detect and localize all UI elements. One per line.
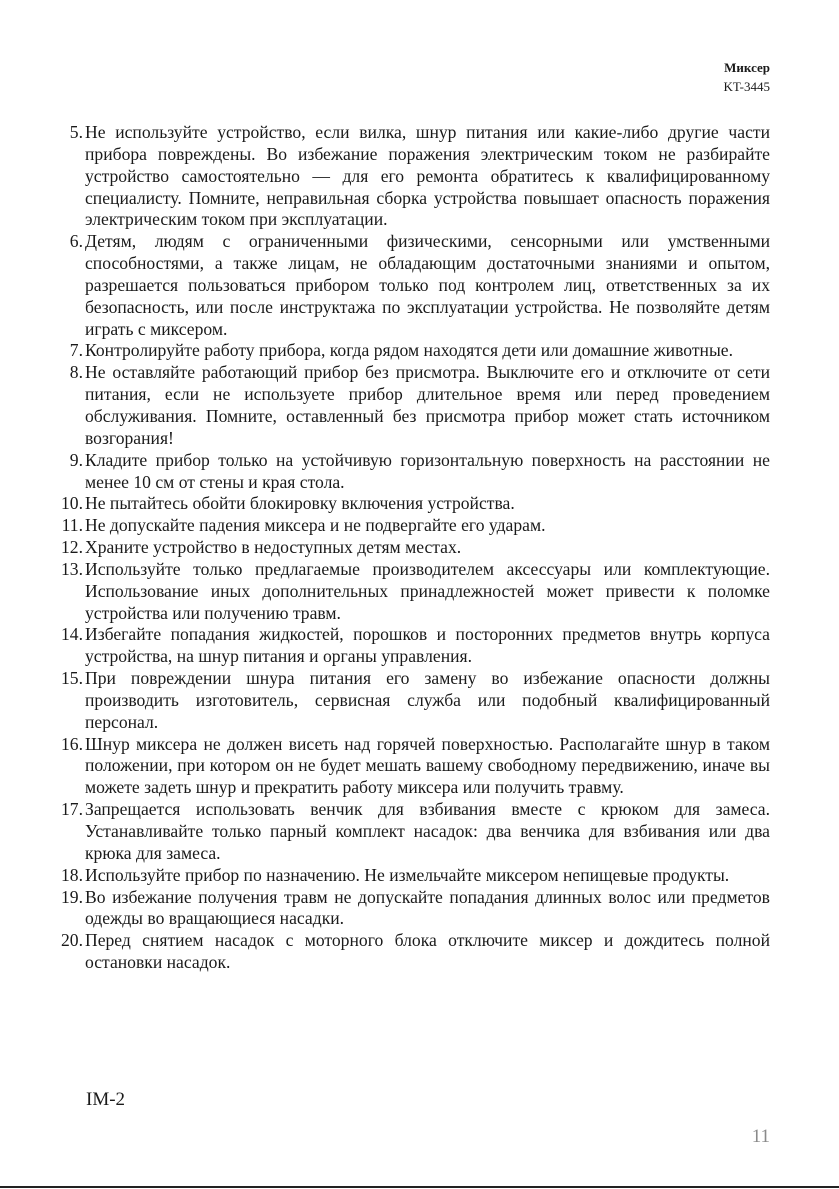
item-number: 8 . bbox=[52, 362, 83, 384]
page-header bbox=[724, 58, 770, 96]
item-text: Не оставляйте работающий прибор без присмотра. Выключите его и отключите от сети питания, если не используете прибор длительное время или перед проведением обслуживания. Помните, оставленный без присмотра прибор может стать источником возгорания! bbox=[85, 362, 770, 448]
list-item bbox=[52, 122, 770, 231]
item-number: 19 . bbox=[52, 887, 83, 909]
item-number: 17 . bbox=[52, 799, 83, 821]
list-item bbox=[52, 930, 770, 974]
item-number: 15 . bbox=[52, 668, 83, 690]
list-item bbox=[52, 450, 770, 494]
item-number: 14 . bbox=[52, 624, 83, 646]
item-number: 20 . bbox=[52, 930, 83, 952]
item-text: Шнур миксера не должен висеть над горячей поверхностью. Располагайте шнур в таком положении, при котором он не будет мешать вашему свободному передвижению, иначе вы можете задеть шнур и прекратить работу миксера или получить травму. bbox=[85, 733, 770, 798]
item-number: 6 . bbox=[52, 231, 83, 253]
item-number: 10 . bbox=[52, 493, 83, 515]
list-item bbox=[52, 493, 770, 515]
item-text: Не пытайтесь обойти блокировку включения устройства. bbox=[85, 493, 515, 514]
item-number: 5 . bbox=[52, 122, 83, 144]
model-number: KT-3445 bbox=[723, 79, 770, 94]
list-item bbox=[52, 865, 770, 887]
item-number: 18 . bbox=[52, 865, 83, 887]
list-item bbox=[52, 624, 770, 668]
item-number: 13 . bbox=[52, 559, 83, 581]
item-text: Контролируйте работу прибора, когда рядом находятся дети или домашние животные. bbox=[85, 340, 733, 361]
list-item bbox=[52, 231, 770, 340]
list-item bbox=[52, 559, 770, 625]
list-item bbox=[52, 362, 770, 449]
item-number: 16 . bbox=[52, 734, 83, 756]
item-text: Не используйте устройство, если вилка, шнур питания или какие-либо другие части прибора повреждены. Во избежание поражения электрическим током не разбирайте устройство самостоятельно — для его ремонта обратитесь к квалифицированному специалисту. Помните, неправильная сборка устройства повышает опасность поражения электрическим током при эксплуатации. bbox=[85, 122, 770, 230]
item-number: 12 . bbox=[52, 537, 83, 559]
item-text: Используйте прибор по назначению. Не измельчайте миксером непищевые продукты. bbox=[85, 864, 730, 885]
item-text: Используйте только предлагаемые производителем аксессуары или комплектующие. Использование иных дополнительных принадлежностей может привести к поломке устройства или получению травм. bbox=[85, 558, 770, 623]
item-text: При повреждении шнура питания его замену во избежание опасности должны производить изготовитель, сервисная служба или подобный квалифицированный персонал. bbox=[85, 668, 770, 732]
item-number: 11 . bbox=[52, 515, 83, 537]
item-text: Не допускайте падения миксера и не подвергайте его ударам. bbox=[85, 515, 546, 536]
list-item bbox=[52, 340, 770, 362]
product-name: Миксер bbox=[724, 60, 770, 75]
item-text: Перед снятием насадок с моторного блока отключите миксер и дождитесь полной остановки насадок. bbox=[85, 930, 770, 973]
instruction-list bbox=[52, 122, 770, 974]
list-item bbox=[52, 734, 770, 800]
list-item bbox=[52, 668, 770, 734]
list-item bbox=[52, 887, 770, 931]
list-item bbox=[52, 515, 770, 537]
list-item bbox=[52, 537, 770, 559]
page-number: 11 bbox=[751, 1126, 770, 1147]
item-text: Запрещается использовать венчик для взбивания вместе с крюком для замеса. Устанавливайте только парный комплект насадок: два венчика для взбивания или два крюка для замеса. bbox=[85, 799, 770, 863]
item-text: Детям, людям с ограниченными физическими, сенсорными или умственными способностями, а также лицам, не обладающим достаточными знаниями и опытом, разрешается пользоваться прибором только под контролем лиц, ответственных за их безопасность, или после инструктажа по эксплуатации устройства. Не позволяйте детям играть с миксером. bbox=[85, 231, 770, 339]
safety-instructions bbox=[52, 122, 770, 974]
item-number: 9 . bbox=[52, 450, 83, 472]
bottom-divider bbox=[0, 1186, 839, 1188]
document-code: IM-2 bbox=[86, 1089, 126, 1110]
item-text: Во избежание получения травм не допускайте попадания длинных волос или предметов одежды во вращающиеся насадки. bbox=[85, 886, 770, 929]
item-text: Избегайте попадания жидкостей, порошков и посторонних предметов внутрь корпуса устройства, на шнур питания и органы управления. bbox=[85, 624, 770, 667]
item-text: Храните устройство в недоступных детям местах. bbox=[85, 537, 462, 558]
item-number: 7 . bbox=[52, 340, 83, 362]
list-item bbox=[52, 799, 770, 865]
item-text: Кладите прибор только на устойчивую горизонтальную поверхность на расстоянии не менее 10 см от стены и края стола. bbox=[85, 449, 770, 492]
